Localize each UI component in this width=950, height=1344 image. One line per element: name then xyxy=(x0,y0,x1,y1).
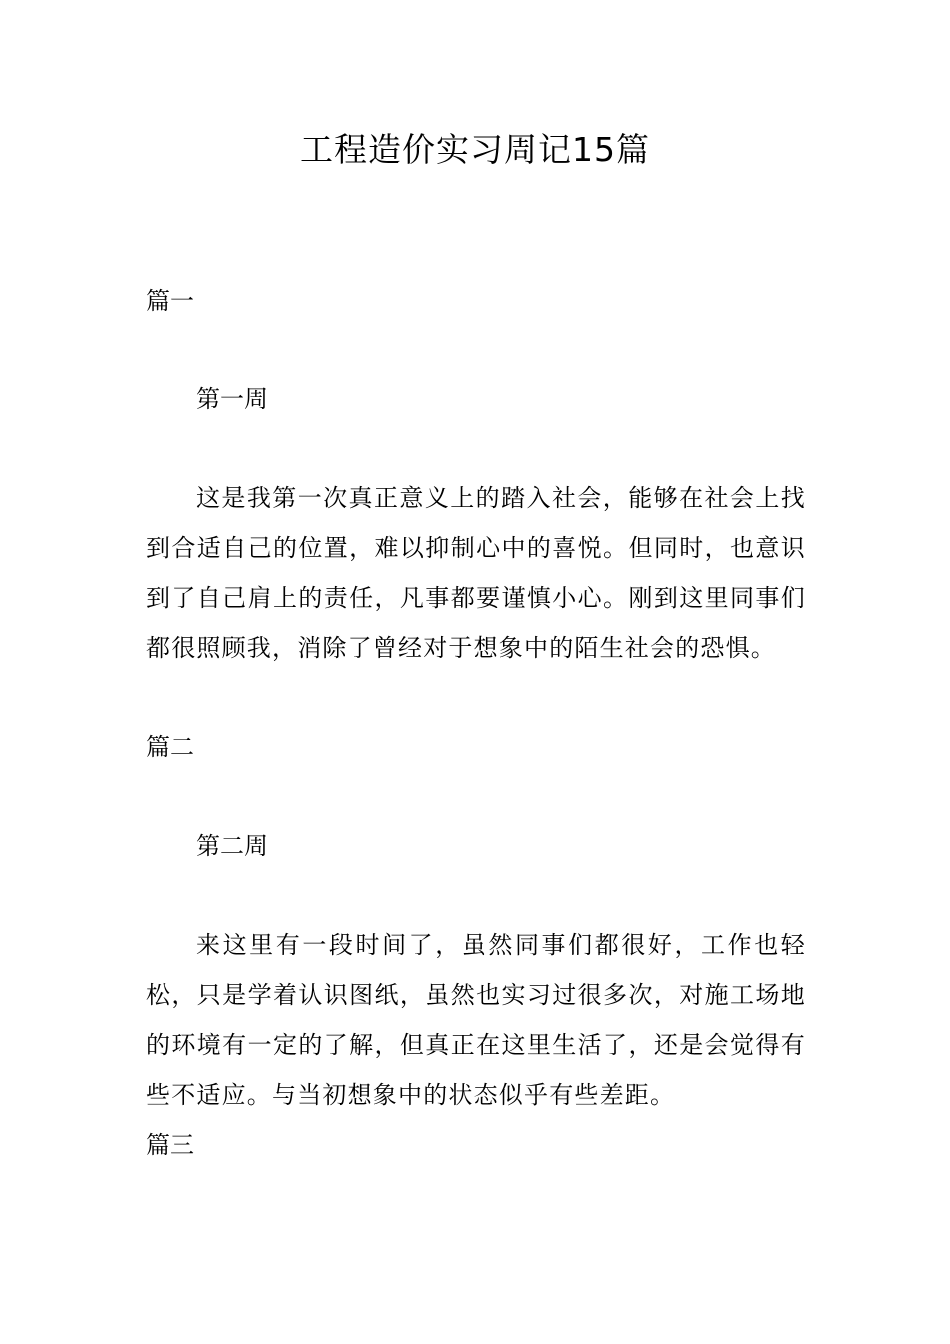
paragraph-2: 来这里有一段时间了，虽然同事们都很好，工作也轻松，只是学着认识图纸，虽然也实习过很多次，对施工场地的环境有一定的了解，但真正在这里生活了，还是会觉得有些不适应。与当初想象中的状态似乎有些差距。 xyxy=(146,931,806,1109)
section-label-1: 篇一 xyxy=(146,287,194,315)
week-label-1: 第一周 xyxy=(196,385,268,413)
paragraph-1: 这是我第一次真正意义上的踏入社会，能够在社会上找到合适自己的位置，难以抑制心中的喜悦。但同时，也意识到了自己肩上的责任，凡事都要谨慎小心。刚到这里同事们都很照顾我，消除了曾经对于想象中的陌生社会的恐惧。 xyxy=(146,484,806,662)
document-title: 工程造价实习周记15篇 xyxy=(300,130,650,169)
section-label-3: 篇三 xyxy=(146,1131,194,1159)
week-label-2: 第二周 xyxy=(196,832,268,860)
section-label-2: 篇二 xyxy=(146,733,194,761)
